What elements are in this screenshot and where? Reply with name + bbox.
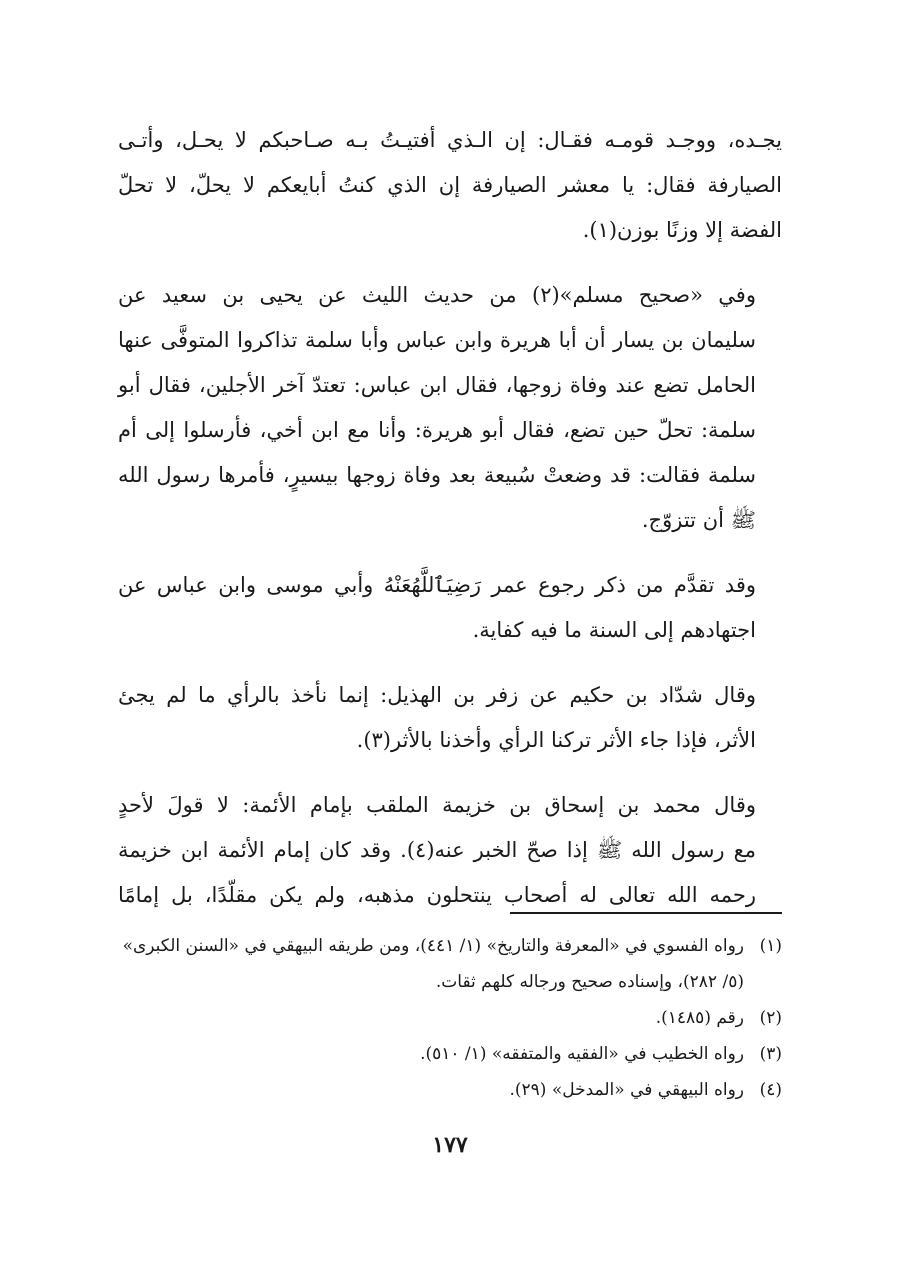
text-line: الحامل تضع عند وفاة زوجها، فقال ابن عباس: تعتدّ آخر الأجلين، فقال أبو: [118, 373, 756, 397]
text-line: سلمة فقالت: قد وضعتْ سُبيعة بعد وفاة زوجها بيسيرٍ، فأمرها رسول الله: [118, 463, 756, 487]
text-line: اجتهادهم إلى السنة ما فيه كفاية.: [472, 618, 756, 642]
paragraph-3: [118, 563, 782, 653]
footnote: [118, 1000, 782, 1036]
footnote-number: (١): [759, 936, 782, 956]
text-line: رحمه الله تعالى له أصحاب ينتحلون مذهبه، ولم يكن مقلّدًا، بل إمامًا: [118, 883, 756, 907]
text-line: سليمان بن يسار أن أبا هريرة وابن عباس وأبا سلمة تذاكروا المتوفَّى عنها: [118, 328, 756, 352]
footnote: [118, 1036, 782, 1072]
footnote-text: رواه الفسوي في «المعرفة والتاريخ» (١/ ٤٤١)، ومن طريقه البيهقي في «السنن الكبرى» (٥/ ٢٨٢)، وإسناده صحيح ورجاله كلهم ثقات.: [122, 936, 744, 992]
paragraph-5: [118, 783, 782, 918]
footnote-number: (٣): [759, 1044, 782, 1064]
text-line: وقد تقدَّم من ذكر رجوع عمر رَضِيَٱللَّهُعَنْهُ وأبي موسى وابن عباس عن: [118, 573, 756, 597]
text-line: الصيارفة فقال: يا معشر الصيارفة إن الذي كنتُ أبايعكم لا يحلّ، لا تحلّ: [118, 173, 782, 197]
text-line: وفي «صحيح مسلم»(٢) من حديث الليث عن يحيى بن سعيد عن: [118, 283, 756, 307]
text-line: سلمة: تحلّ حين تضع، فقال أبو هريرة: وأنا مع ابن أخي، فأرسلوا إلى أم: [118, 418, 756, 442]
footnote-text: رواه الخطيب في «الفقيه والمتفقه» (١/ ٥١٠).: [420, 1044, 744, 1064]
main-text: [118, 118, 782, 938]
paragraph-1: [118, 118, 782, 253]
text-line: مع رسول الله ﷺ إذا صحّ الخبر عنه(٤). وقد كان إمام الأئمة ابن خزيمة: [118, 838, 756, 862]
page-number: ١٧٧: [432, 1132, 468, 1158]
text-line: وقال محمد بن إسحاق بن خزيمة الملقب بإمام الأئمة: لا قولَ لأحدٍ: [118, 793, 756, 817]
paragraph-2: [118, 273, 782, 543]
text-line: الأثر، فإذا جاء الأثر تركنا الرأي وأخذنا بالأثر(٣).: [356, 728, 756, 752]
footnote-number: (٤): [759, 1080, 782, 1100]
paragraph-4: [118, 673, 782, 763]
text-line: ﷺ أن تتزوّج.: [641, 508, 756, 532]
footnote-text: رواه البيهقي في «المدخل» (٢٩).: [509, 1080, 744, 1100]
text-line: وقال شدّاد بن حكيم عن زفر بن الهذيل: إنما نأخذ بالرأي ما لم يجئ: [118, 683, 756, 707]
text-line: الفضة إلا وزنًا بوزن(١).: [582, 218, 782, 242]
footnote: [118, 928, 782, 1000]
footnote-text: رقم (١٤٨٥).: [655, 1008, 744, 1028]
footnotes: [118, 928, 782, 1108]
text-line: يجـده، ووجـد قومـه فقـال: إن الـذي أفتيـتُ بـه صـاحبكم لا يحـل، وأتـى: [118, 128, 782, 152]
footnote-number: (٢): [759, 1008, 782, 1028]
footnote-divider: [510, 912, 782, 914]
footnote: [118, 1072, 782, 1108]
